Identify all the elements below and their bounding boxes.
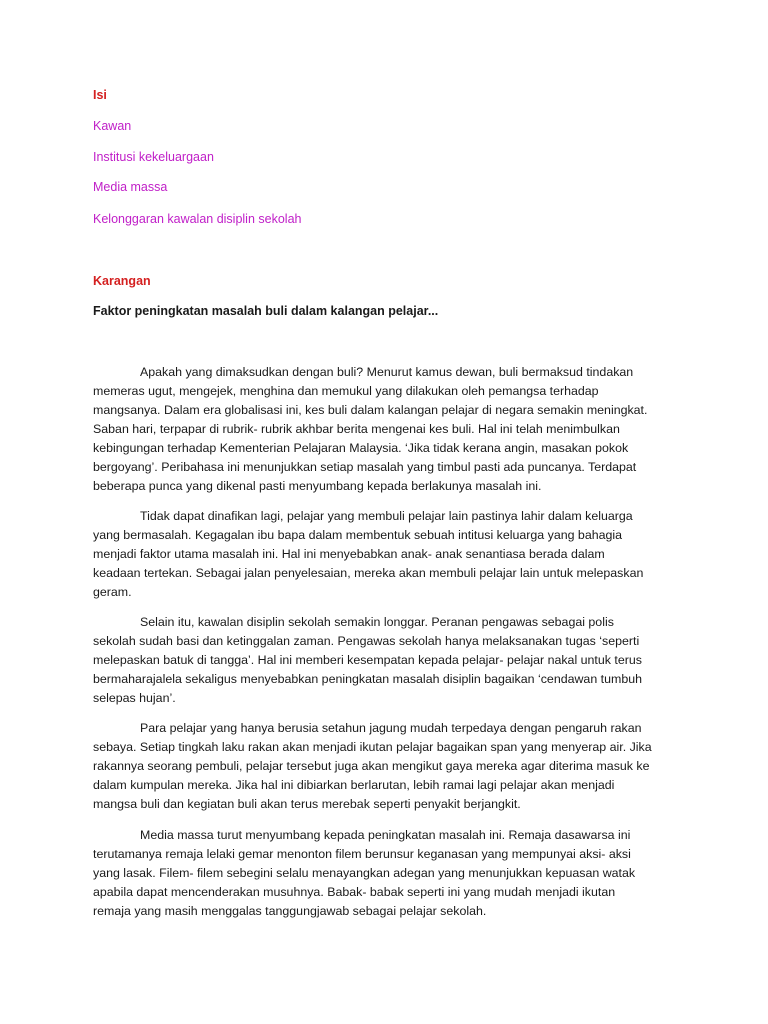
paragraph-line: keadaan tertekan. Sebagai jalan penyelesaian, mereka akan membuli pelajar lain untuk melepaskan	[93, 566, 644, 580]
paragraph-line: Selain itu, kawalan disiplin sekolah semakin longgar. Peranan pengawas sebagai polis	[140, 615, 614, 629]
paragraph-line: bermaharajalela sekaligus menyebabkan peningkatan masalah disiplin bagaikan ‘cendawan tumbuh	[93, 672, 642, 686]
paragraph-line: remaja yang masih menggalas tanggungjawab sebagai pelajar sekolah.	[93, 904, 487, 918]
paragraph-line: menjadi faktor utama masalah ini. Hal ini menyebabkan anak- anak senantiasa berada dalam	[93, 547, 605, 561]
paragraph-line: dalam kumpulan mereka. Jika hal ini dibiarkan berlarutan, lebih ramai lagi pelajar akan menjadi	[93, 778, 615, 792]
outline-item-institusi: Institusi kekeluargaan	[93, 150, 214, 164]
paragraph-line: Saban hari, terpapar di rubrik- rubrik akhbar berita mengenai kes buli. Hal ini telah menimbulkan	[93, 422, 620, 436]
paragraph-line: geram.	[93, 585, 132, 599]
essay-paragraph-2	[93, 507, 683, 602]
essay-paragraph-5	[93, 826, 683, 921]
essay-paragraph-3	[93, 613, 683, 708]
paragraph-line: sebaya. Setiap tingkah laku rakan akan menjadi ikutan pelajar bagaikan span yang menyerap air. Jika	[93, 740, 652, 754]
essay-paragraph-4	[93, 719, 683, 814]
outline-item-media: Media massa	[93, 180, 168, 194]
paragraph-line: yang bermasalah. Kegagalan ibu bapa dalam membentuk sebuah intitusi keluarga yang bahagia	[93, 528, 623, 542]
essay-heading: Karangan	[93, 274, 151, 288]
essay-title: Faktor peningkatan masalah buli dalam kalangan pelajar...	[93, 304, 439, 318]
paragraph-line: Media massa turut menyumbang kepada peningkatan masalah ini. Remaja dasawarsa ini	[140, 828, 631, 842]
paragraph-line: melepaskan batuk di tangga’. Hal ini memberi kesempatan kepada pelajar- pelajar nakal untuk terus	[93, 653, 642, 667]
paragraph-line: memeras ugut, mengejek, menghina dan memukul yang dilakukan oleh pemangsa terhadap	[93, 384, 599, 398]
paragraph-line: bergoyang’. Peribahasa ini menunjukkan setiap masalah yang timbul pasti ada puncanya. Terdapat	[93, 460, 637, 474]
outline-item-kawan: Kawan	[93, 119, 132, 133]
paragraph-line: Para pelajar yang hanya berusia setahun jagung mudah terpedaya dengan pengaruh rakan	[140, 721, 642, 735]
outline-item-disiplin: Kelonggaran kawalan disiplin sekolah	[93, 212, 302, 226]
paragraph-line: mangsanya. Dalam era globalisasi ini, kes buli dalam kalangan pelajar di negara semakin meningkat.	[93, 403, 648, 417]
paragraph-line: kebingungan terhadap Kementerian Pelajaran Malaysia. ‘Jika tidak kerana angin, masakan pokok	[93, 441, 629, 455]
paragraph-line: beberapa punca yang dikenal pasti menyumbang kepada berlakunya masalah ini.	[93, 479, 542, 493]
paragraph-line: Tidak dapat dinafikan lagi, pelajar yang membuli pelajar lain pastinya lahir dalam keluarga	[140, 509, 633, 523]
paragraph-line: terutamanya remaja lelaki gemar menonton filem berunsur keganasan yang mempunyai aksi- aksi	[93, 847, 631, 861]
essay-paragraph-1	[93, 363, 683, 496]
paragraph-line: rakannya seorang pembuli, pelajar tersebut juga akan mengikut gaya mereka agar diterima masuk ke	[93, 759, 650, 773]
paragraph-line: selepas hujan’.	[93, 691, 176, 705]
paragraph-line: yang lasak. Filem- filem sebegini selalu menayangkan adegan yang menunjukkan kepuasan watak	[93, 866, 636, 880]
paragraph-line: apabila dapat mencenderakan musuhnya. Babak- babak seperti ini yang mudah menjadi ikutan	[93, 885, 616, 899]
paragraph-line: sekolah sudah basi dan ketinggalan zaman. Pengawas sekolah hanya melaksanakan tugas ‘seperti	[93, 634, 640, 648]
paragraph-line: Apakah yang dimaksudkan dengan buli? Menurut kamus dewan, buli bermaksud tindakan	[140, 365, 634, 379]
outline-heading: Isi	[93, 88, 107, 102]
paragraph-line: mangsa buli dan kegiatan buli akan terus merebak seperti penyakit berjangkit.	[93, 797, 521, 811]
